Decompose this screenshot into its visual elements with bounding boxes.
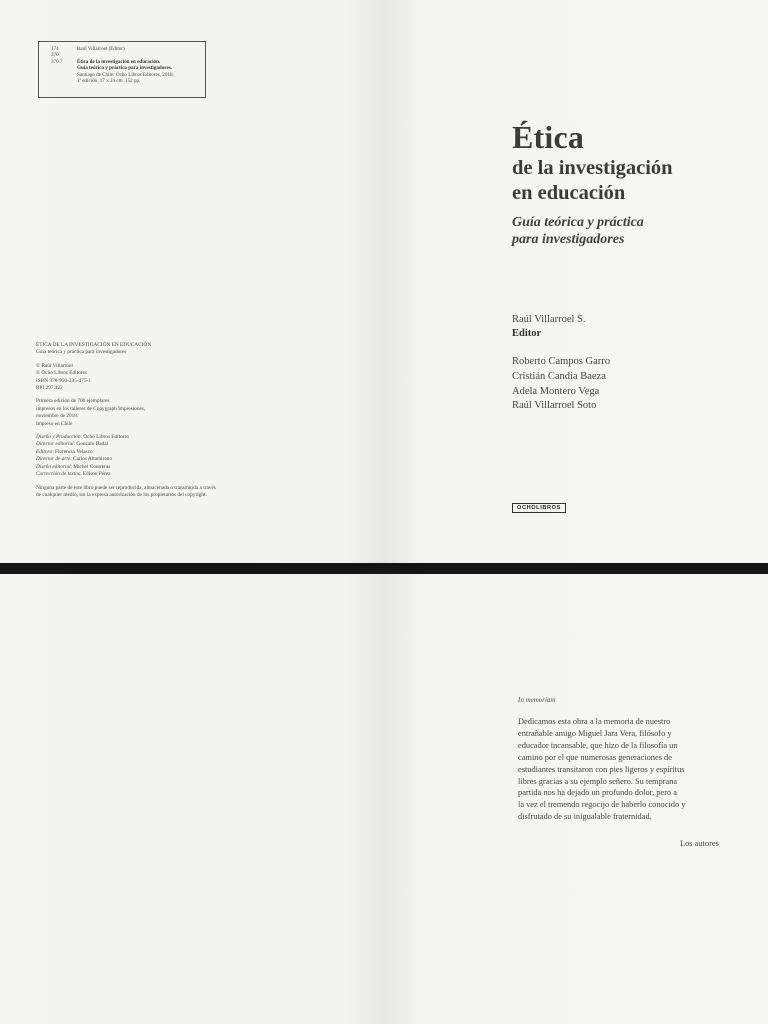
publisher-logo: OCHOLIBROS	[512, 503, 566, 513]
rights-line: © Ocho Libros Editores	[36, 370, 87, 377]
credit-role: Director de arte	[36, 456, 71, 463]
guide-line: para investigadores	[512, 232, 625, 247]
book-subtitle-line: de la investigación	[512, 157, 673, 179]
book-title: Ética	[512, 119, 585, 155]
credit-name: Florencia Velasco	[54, 448, 93, 455]
dedication-page	[384, 574, 768, 1024]
copyright-block	[36, 342, 356, 499]
printing-line: Primera edición de 700 ejemplares	[36, 398, 110, 405]
title-block	[512, 118, 673, 248]
credit-role: Corrección de textos	[36, 471, 80, 478]
printing-line: impresos en los talleres de Copygraph Impresiones,	[36, 405, 146, 412]
author-name: Cristián Candia Baeza	[512, 370, 606, 382]
editor-role: Editor	[512, 328, 542, 339]
credit-line: Diseño editorial: Michel Contreras	[36, 463, 111, 470]
printing-line: noviembre de 2018.	[36, 413, 79, 420]
copyright-page	[0, 0, 384, 566]
rights-notice: de cualquier medio, sin la expresa autorización de los propietarios del copyright.	[36, 491, 207, 498]
dedication-line: la vez el tremendo regocijo de haberlo conocido y	[518, 800, 686, 810]
catalog-text: Raúl Villarroel (Editor)	[77, 46, 125, 52]
rights-line: © Raúl Villarroel	[36, 362, 73, 369]
printing-line: Impreso en Chile	[36, 420, 73, 427]
credit-name: Carlos Altamirano	[73, 456, 113, 463]
dedication-signoff: Los autores	[680, 839, 719, 848]
memoriam-heading: In memoriam	[518, 696, 556, 704]
author-list	[512, 355, 610, 414]
dedication-line: Dedicamos esta obra a la memoria de nuestro	[518, 717, 671, 726]
catalog-code: 370.7	[51, 58, 63, 65]
registry-line: RPI 297.422	[36, 385, 63, 392]
credit-name: Ocho Libros Editores	[83, 434, 129, 441]
dedication-line: educador incansable, que hizo de la filosofía un	[518, 740, 678, 750]
catalog-row	[51, 78, 201, 84]
book-subtitle-line: en educación	[512, 182, 626, 204]
credit-line: Corrección de textos: Edison Pérez	[36, 471, 111, 478]
credit-name: Gonzalo Badal	[76, 441, 109, 448]
catalog-record-box	[38, 41, 206, 98]
credit-line: Director de arte: Carlos Altamirano	[36, 456, 113, 463]
credit-role: Director editorial	[36, 441, 74, 448]
dedication-line: camino por el que numerosas generaciones de	[518, 752, 672, 762]
credit-name: Michel Contreras	[73, 463, 111, 470]
copyright-subtitle: Guía teórica y práctica para investigadores	[36, 349, 127, 356]
isbn-line: ISBN 978-956-335-475-1	[36, 377, 91, 384]
catalog-code: 370	[51, 52, 59, 59]
guide-subtitle	[512, 214, 673, 248]
credit-role: Diseño editorial	[36, 463, 71, 470]
dedication-line: entrañable amigo Miguel Jara Vera, filósofo y	[518, 728, 672, 738]
credit-line: Director editorial: Gonzalo Badal	[36, 441, 109, 448]
title-page	[384, 0, 768, 566]
blank-page	[0, 574, 384, 1024]
catalog-text: Guía teórica y práctica para investigadores.	[77, 65, 172, 72]
catalog-text: Ética de la investigación en educación.	[77, 58, 161, 65]
credit-role: Diseño y Producción	[36, 434, 81, 441]
bottom-spread	[0, 574, 768, 1024]
author-name: Roberto Campos Garro	[512, 356, 610, 367]
dedication-line: disfrutado de su inigualable fraternidad.	[518, 812, 652, 822]
author-name: Adela Montero Vega	[512, 385, 600, 397]
credit-name: Edison Pérez	[82, 471, 111, 478]
author-name: Raúl Villarroel Soto	[512, 400, 597, 412]
dedication-line: estudiantes transitaron con pies ligeros y espíritus	[518, 764, 685, 774]
dedication-line: partida nos ha dejado un profundo dolor, pero a	[518, 788, 677, 798]
rights-notice: Ninguna parte de este libro puede ser reproducida, almacenada o transmitida a través	[36, 484, 216, 491]
editor-name: Raúl Villarroel S.	[512, 314, 586, 325]
guide-line: Guía teórica y práctica	[512, 215, 644, 230]
catalog-text: Santiago de Chile: Ocho Libros Editores, 2018,	[77, 71, 174, 78]
credit-role: Editora	[36, 448, 53, 455]
dedication-text	[518, 716, 748, 823]
dedication-line: libres gracias a su ejemplo señero. Su temprana	[518, 776, 678, 786]
catalog-code: 174	[51, 46, 59, 52]
copyright-title: ÉTICA DE LA INVESTIGACIÓN EN EDUCACIÓN	[36, 342, 152, 348]
catalog-text: 1ª edición. 17 x 24 cm. 152 pp.	[77, 78, 141, 85]
credit-line: Editora: Florencia Velasco	[36, 448, 93, 455]
credit-line: Diseño y Producción: Ocho Libros Editores	[36, 434, 129, 441]
catalog-code	[51, 78, 77, 84]
